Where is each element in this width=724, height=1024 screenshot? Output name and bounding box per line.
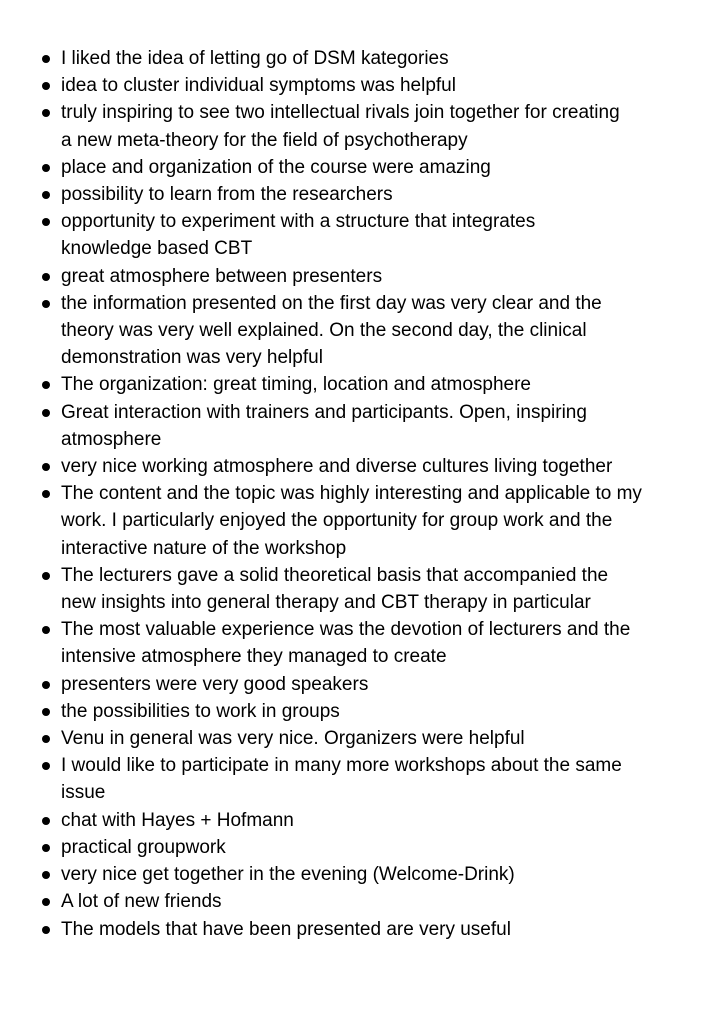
list-item-text: new insights into general therapy and CBT therapy in particular [61, 592, 591, 614]
bullet-icon [42, 572, 50, 580]
list-item-text: The lecturers gave a solid theoretical basis that accompanied the [61, 564, 609, 586]
list-item [40, 263, 700, 290]
list-item-text: demonstration was very helpful [61, 347, 323, 369]
list-item [40, 371, 700, 398]
list-item-text: the possibilities to work in groups [61, 700, 340, 722]
list-item-text: idea to cluster individual symptoms was helpful [61, 75, 456, 97]
list-item-text: I would like to participate in many more workshops about the same [61, 755, 622, 777]
list-item [40, 616, 700, 670]
list-item-text: I liked the idea of letting go of DSM kategories [61, 48, 449, 69]
list-item-text: intensive atmosphere they managed to create [61, 646, 447, 668]
list-item-text: knowledge based CBT [61, 238, 253, 260]
list-item-text: practical groupwork [61, 836, 226, 858]
list-item [40, 45, 700, 72]
list-item-text: atmosphere [61, 428, 162, 450]
bullet-icon [42, 218, 50, 226]
list-item-text: truly inspiring to see two intellectual rivals join together for creating [61, 102, 620, 124]
list-item-text: The most valuable experience was the devotion of lecturers and the [61, 619, 631, 641]
list-item [40, 725, 700, 752]
list-item-text: very nice working atmosphere and diverse cultures living together [61, 456, 613, 478]
list-item-text: theory was very well explained. On the second day, the clinical [61, 320, 587, 342]
list-item [40, 834, 700, 861]
bullet-icon [42, 490, 50, 498]
list-item [40, 181, 700, 208]
bullet-icon [42, 681, 50, 689]
list-item [40, 861, 700, 888]
bullet-icon [42, 871, 50, 879]
bullet-icon [42, 898, 50, 906]
list-item-text: possibility to learn from the researchers [61, 184, 393, 206]
bullet-icon [42, 708, 50, 716]
list-item [40, 290, 700, 372]
bullet-icon [42, 381, 50, 389]
list-item [40, 99, 700, 153]
list-item [40, 562, 700, 616]
list-item-text: The organization: great timing, location and atmosphere [61, 374, 531, 396]
bullet-icon [42, 191, 50, 199]
bullet-icon [42, 164, 50, 172]
bullet-icon [42, 735, 50, 743]
bullet-icon [42, 82, 50, 90]
list-item-text: The models that have been presented are very useful [61, 918, 511, 940]
bullet-icon [42, 626, 50, 634]
list-item [40, 698, 700, 725]
list-item-text: work. I particularly enjoyed the opportunity for group work and the [61, 510, 613, 532]
bullet-icon [42, 926, 50, 934]
list-item-text: presenters were very good speakers [61, 673, 369, 695]
list-item-text: very nice get together in the evening (Welcome-Drink) [61, 864, 515, 886]
list-item-text: interactive nature of the workshop [61, 537, 347, 559]
list-item [40, 208, 700, 262]
list-item-text: the information presented on the first day was very clear and the [61, 292, 602, 314]
bullet-icon [42, 273, 50, 281]
list-item [40, 480, 700, 562]
list-item [40, 916, 700, 943]
bullet-icon [42, 817, 50, 825]
list-item-text: opportunity to experiment with a structure that integrates [61, 211, 536, 233]
list-item-text: chat with Hayes + Hofmann [61, 809, 294, 831]
list-item [40, 72, 700, 99]
list-item-text: issue [61, 782, 106, 804]
list-item-text: Great interaction with trainers and participants. Open, inspiring [61, 401, 587, 423]
bullet-icon [42, 409, 50, 417]
bullet-icon [42, 844, 50, 852]
list-item [40, 671, 700, 698]
list-item-text: a new meta-theory for the field of psychotherapy [61, 129, 468, 151]
list-item [40, 752, 700, 806]
list-item-text: The content and the topic was highly interesting and applicable to my [61, 483, 642, 505]
list-item-text: great atmosphere between presenters [61, 265, 383, 287]
list-item-text: place and organization of the course were amazing [61, 156, 491, 178]
list-item [40, 399, 700, 453]
list-item-text: Venu in general was very nice. Organizers were helpful [61, 728, 525, 750]
list-item-text: A lot of new friends [61, 891, 222, 913]
list-item [40, 807, 700, 834]
bullet-icon [42, 300, 50, 308]
list-item [40, 888, 700, 915]
list-item [40, 154, 700, 181]
list-item [40, 453, 700, 480]
bullet-icon [42, 109, 50, 117]
bullet-icon [42, 463, 50, 471]
feedback-list [40, 45, 700, 943]
bullet-icon [42, 762, 50, 770]
bullet-icon [42, 55, 50, 63]
